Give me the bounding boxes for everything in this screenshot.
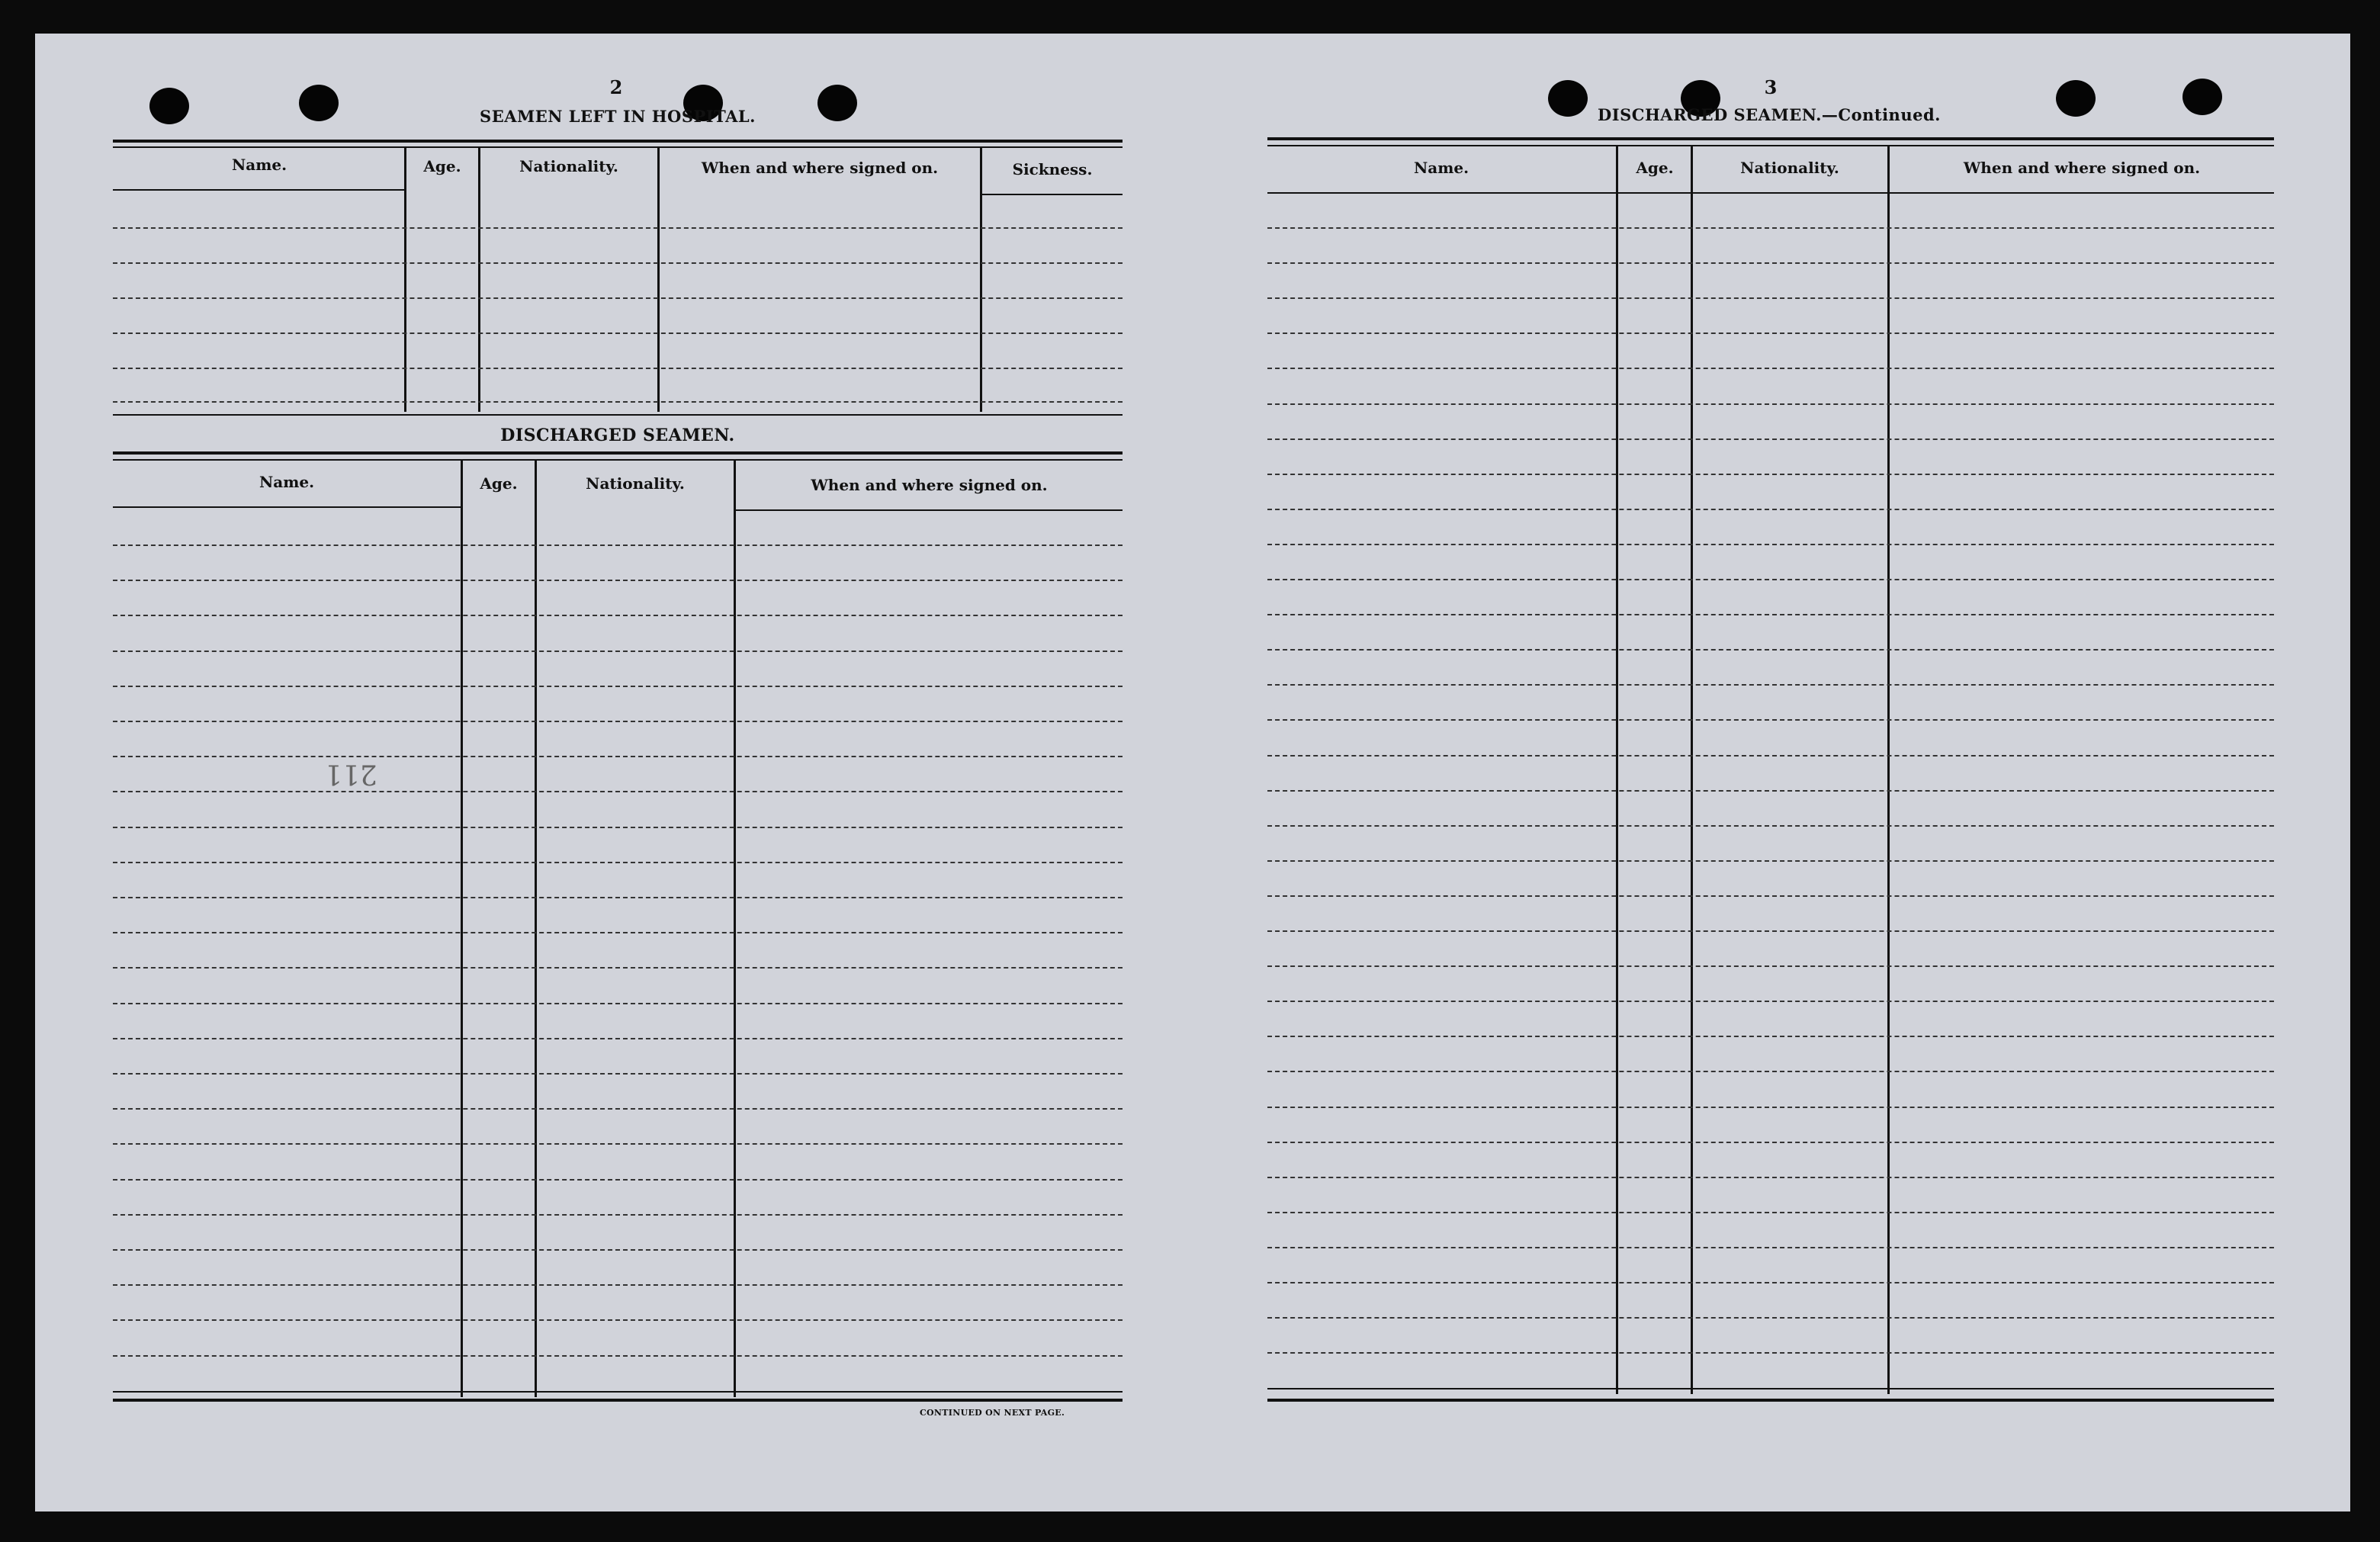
table-rule: [1267, 1388, 2274, 1389]
column-divider: [535, 459, 537, 1397]
entry-line: [1267, 579, 2274, 580]
entry-line: [113, 756, 1123, 757]
entry-line: [113, 1355, 1123, 1357]
table-rule: [113, 146, 1123, 148]
table-rule: [113, 414, 1123, 416]
column-header-nationality: Nationality.: [586, 474, 685, 493]
entry-line: [1267, 227, 2274, 229]
entry-line: [1267, 1142, 2274, 1143]
entry-line: [1267, 544, 2274, 545]
column-header-signed-on: When and where signed on.: [701, 159, 939, 177]
entry-line: [113, 1249, 1123, 1251]
entry-line: [1267, 1071, 2274, 1072]
header-rule: [980, 194, 1123, 195]
stamped-number: 211: [325, 758, 377, 789]
header-rule: [113, 506, 461, 508]
entry-line: [113, 686, 1123, 687]
column-header-nationality: Nationality.: [519, 157, 618, 175]
entry-line: [113, 1319, 1123, 1321]
entry-line: [1267, 368, 2274, 369]
entry-line: [113, 1284, 1123, 1286]
column-divider: [461, 459, 463, 1397]
column-divider: [980, 146, 982, 412]
entry-line: [113, 721, 1123, 722]
entry-line: [1267, 474, 2274, 475]
entry-line: [1267, 719, 2274, 721]
entry-line: [1267, 1212, 2274, 1213]
entry-line: [1267, 1352, 2274, 1354]
entry-line: [113, 1038, 1123, 1039]
column-header-age: Age.: [480, 474, 518, 493]
entry-line: [1267, 965, 2274, 967]
entry-line: [1267, 1177, 2274, 1178]
entry-line: [113, 1179, 1123, 1181]
entry-line: [113, 862, 1123, 863]
punch-hole: [817, 85, 857, 121]
entry-line: [113, 332, 1123, 334]
table-rule: [1267, 145, 2274, 146]
entry-line: [1267, 684, 2274, 686]
header-rule: [113, 189, 404, 191]
column-header-sickness: Sickness.: [1012, 160, 1093, 178]
table-rule: [113, 459, 1123, 461]
entry-line: [1267, 930, 2274, 932]
table-rule: [113, 451, 1123, 455]
table-rule: [113, 1391, 1123, 1393]
entry-line: [113, 615, 1123, 616]
punch-hole: [149, 88, 189, 124]
entry-line: [1267, 1282, 2274, 1283]
column-header-name: Name.: [259, 473, 315, 491]
header-rule: [734, 509, 1123, 511]
column-divider: [657, 146, 660, 412]
entry-line: [113, 967, 1123, 969]
page-number: 2: [609, 76, 623, 98]
entry-line: [1267, 332, 2274, 334]
column-divider: [734, 459, 736, 1397]
entry-line: [1267, 649, 2274, 651]
entry-line: [1267, 825, 2274, 827]
entry-line: [1267, 1247, 2274, 1248]
entry-line: [113, 651, 1123, 652]
entry-line: [1267, 1107, 2274, 1108]
entry-line: [113, 897, 1123, 898]
column-header-signed-on: When and where signed on.: [1963, 159, 2201, 177]
column-header-signed-on: When and where signed on.: [811, 476, 1048, 494]
continued-note: CONTINUED ON NEXT PAGE.: [920, 1408, 1065, 1418]
entry-line: [113, 580, 1123, 581]
entry-line: [1267, 297, 2274, 299]
entry-line: [1267, 614, 2274, 615]
entry-line: [113, 1108, 1123, 1110]
entry-line: [1267, 262, 2274, 264]
entry-line: [113, 545, 1123, 546]
entry-line: [113, 368, 1123, 369]
entry-line: [113, 1073, 1123, 1075]
entry-line: [1267, 755, 2274, 757]
column-header-name: Name.: [1413, 159, 1469, 177]
entry-line: [113, 262, 1123, 264]
entry-line: [1267, 1317, 2274, 1319]
entry-line: [1267, 1001, 2274, 1002]
document-sheet: [35, 34, 2350, 1511]
discharged-section-title: DISCHARGED SEAMEN.: [500, 426, 735, 445]
entry-line: [1267, 895, 2274, 897]
table-rule: [113, 140, 1123, 143]
entry-line: [113, 1003, 1123, 1004]
page-number: 3: [1764, 76, 1778, 98]
entry-line: [1267, 860, 2274, 862]
punch-hole: [2182, 79, 2222, 115]
column-header-name: Name.: [231, 156, 287, 174]
entry-line: [1267, 403, 2274, 405]
table-rule: [1267, 1399, 2274, 1402]
punch-hole: [2056, 80, 2096, 117]
entry-line: [1267, 439, 2274, 440]
entry-line: [1267, 509, 2274, 510]
entry-line: [113, 297, 1123, 299]
table-rule: [1267, 137, 2274, 140]
entry-line: [113, 932, 1123, 933]
hospital-section-title: SEAMEN LEFT IN HOSPITAL.: [480, 107, 756, 126]
punch-hole: [299, 85, 339, 121]
entry-line: [113, 827, 1123, 828]
column-divider: [478, 146, 480, 412]
column-divider: [404, 146, 406, 412]
column-header-age: Age.: [423, 157, 461, 175]
column-header-age: Age.: [1636, 159, 1674, 177]
entry-line: [1267, 1036, 2274, 1037]
discharged-continued-title: DISCHARGED SEAMEN.—Continued.: [1598, 105, 1941, 124]
entry-line: [113, 791, 1123, 792]
entry-line: [113, 401, 1123, 403]
table-rule: [113, 1399, 1123, 1402]
entry-line: [1267, 790, 2274, 792]
column-header-nationality: Nationality.: [1740, 159, 1839, 177]
entry-line: [113, 1143, 1123, 1145]
entry-line: [113, 1214, 1123, 1216]
entry-line: [113, 227, 1123, 229]
header-rule: [1267, 192, 2274, 194]
